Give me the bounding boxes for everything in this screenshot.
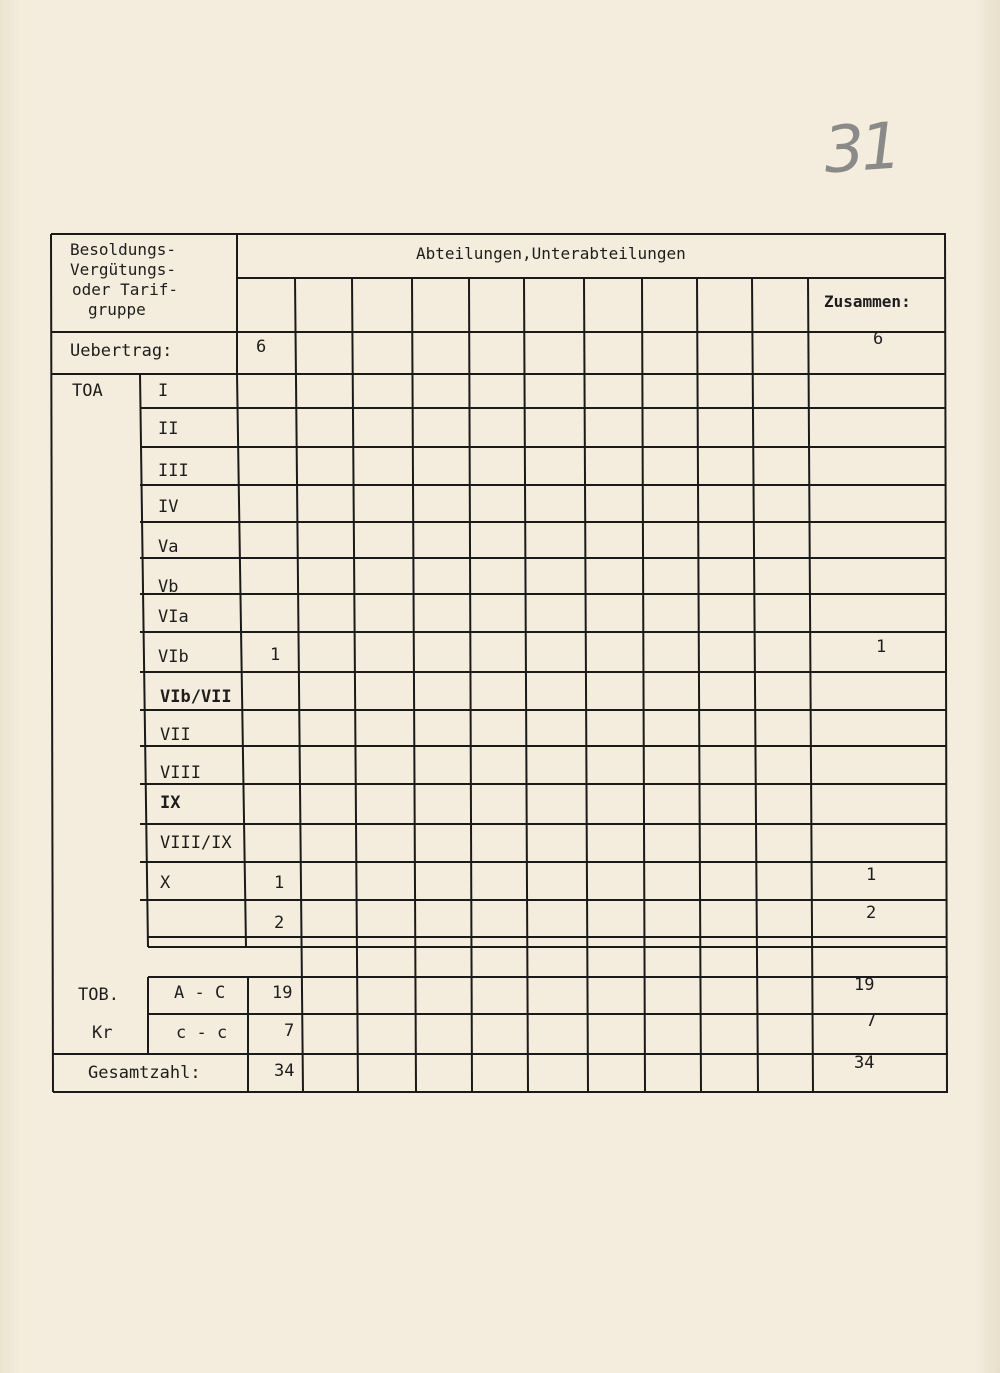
toa-vib-first: 1 — [270, 645, 281, 665]
grand-total-label: Gesamtzahl: — [88, 1063, 201, 1083]
toa-blank-total: 2 — [866, 903, 877, 923]
toa-grade-ix: IX — [160, 793, 181, 813]
toa-grade-vib-vii: VIb/VII — [160, 687, 232, 707]
toa-grade-vii: VII — [160, 725, 191, 745]
group-label-line-3: oder Tarif- — [72, 280, 178, 299]
tob-total: 19 — [854, 975, 875, 995]
total-column-header: Zusammen: — [824, 292, 911, 311]
group-label-line-2: Vergütungs- — [70, 260, 176, 279]
kr-label: Kr — [92, 1023, 113, 1043]
tob-first: 19 — [272, 983, 293, 1003]
kr-first: 7 — [284, 1021, 295, 1041]
personnel-form-table — [48, 232, 950, 1094]
carryover-label: Uebertrag: — [70, 341, 173, 361]
carryover-total: 6 — [873, 329, 884, 349]
toa-grade-ii: II — [158, 419, 179, 439]
toa-grade-va: Va — [158, 537, 179, 557]
toa-grade-vib: VIb — [158, 647, 189, 667]
tob-range: A - C — [174, 983, 226, 1003]
departments-title: Abteilungen,Unterabteilungen — [416, 244, 686, 263]
grand-total-total: 34 — [854, 1053, 875, 1073]
toa-grade-iii: III — [158, 461, 189, 481]
toa-vib-total: 1 — [876, 637, 887, 657]
toa-grade-x: X — [160, 873, 171, 893]
group-label-line-4: gruppe — [88, 300, 146, 319]
kr-range: c - c — [176, 1023, 228, 1043]
tob-label: TOB. — [78, 985, 119, 1005]
toa-grade-via: VIa — [158, 607, 189, 627]
toa-grade-vb: Vb — [158, 577, 179, 597]
toa-grade-i: I — [158, 381, 169, 401]
grand-total-first: 34 — [274, 1061, 295, 1081]
toa-grade-viii: VIII — [160, 763, 201, 783]
toa-x-first: 1 — [274, 873, 285, 893]
carryover-first: 6 — [256, 337, 267, 357]
toa-blank-first: 2 — [274, 913, 285, 933]
toa-grade-viii-ix: VIII/IX — [160, 833, 232, 853]
page-number: 31 — [821, 109, 900, 189]
toa-grade-iv: IV — [158, 497, 179, 517]
group-label-line-1: Besoldungs- — [70, 240, 176, 259]
kr-total: 7 — [866, 1011, 877, 1031]
toa-x-total: 1 — [866, 865, 877, 885]
toa-label: TOA — [72, 381, 103, 401]
